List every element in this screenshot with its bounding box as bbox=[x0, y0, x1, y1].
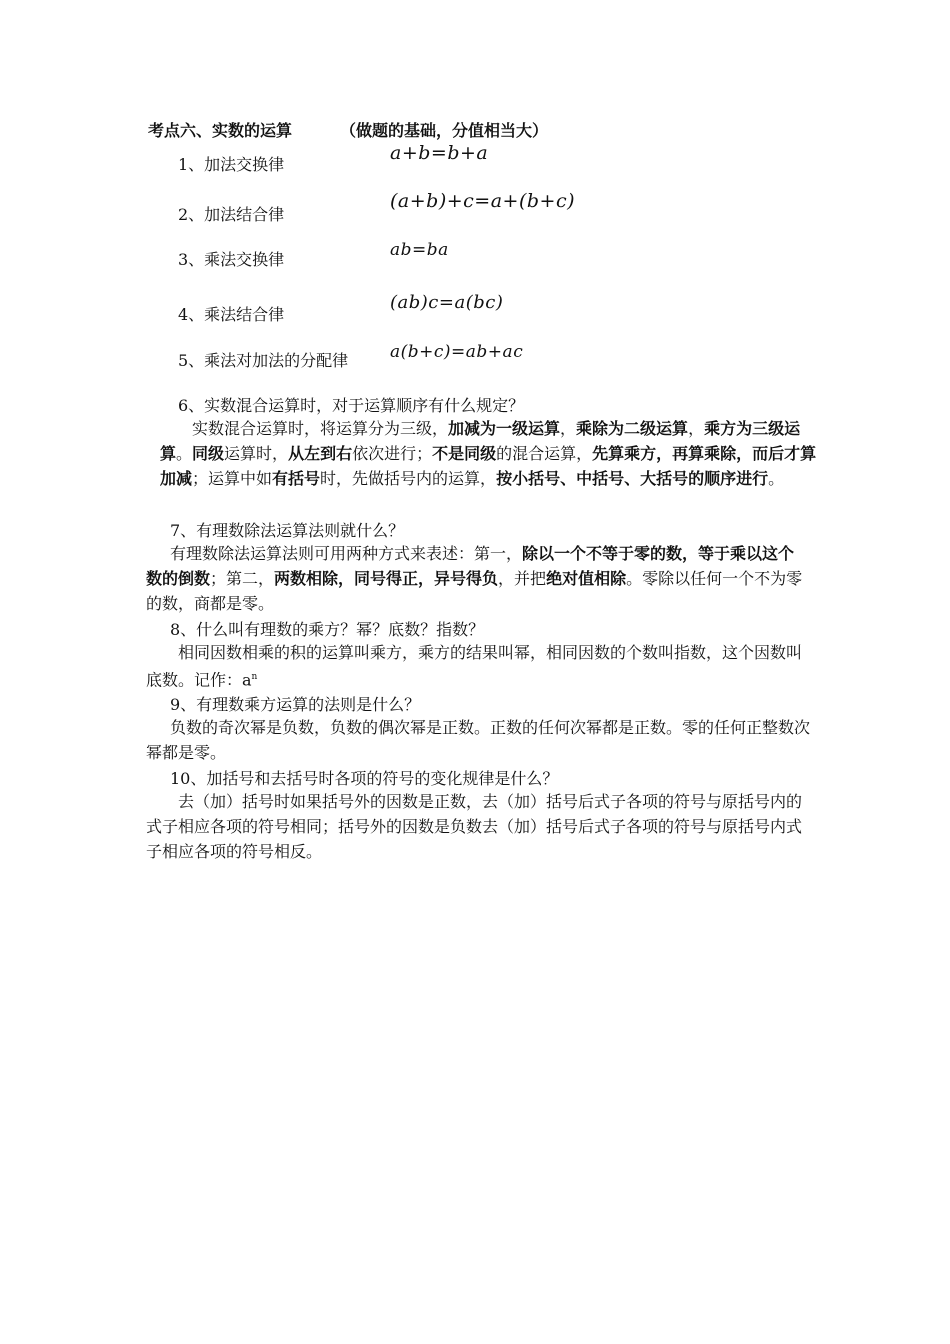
question-10: 10、加括号和去括号时各项的符号的变化规律是什么？ bbox=[170, 769, 559, 788]
answer-10: 去（加）括号时如果括号外的因数是正数，去（加）括号后式子各项的符号与原括号内的式子相应各项的符号相同；括号外的因数是负数去（加）括号后式子各项的符号与原括号内式子相应各项的符号相反。 bbox=[146, 792, 803, 861]
law-formula-4: (ab)c=a(bc) bbox=[390, 292, 504, 313]
law-formula-2: (a+b)+c=a+(b+c) bbox=[390, 190, 576, 212]
exponent-n: n bbox=[251, 672, 258, 682]
answer-7: 有理数除法运算法则可用两种方式来表述：第一，除以一个不等于零的数，等于乘以这个数的倒数；第二，两数相除，同号得正，异号得负，并把绝对值相除。零除以任何一个不为零的数，商都是零。 bbox=[146, 544, 803, 613]
answer-9: 负数的奇次幂是负数，负数的偶次幂是正数。正数的任何次幂都是正数。零的任何正整数次幂都是零。 bbox=[146, 718, 811, 762]
answer-6: 实数混合运算时，将运算分为三级，加减为一级运算，乘除为二级运算，乘方为三级运算。同级运算时，从左到右依次进行；不是同级的混合运算，先算乘方，再算乘除，而后才算加减；运算中如有括号时，先做括号内的运算，按小括号、中括号、大括号的顺序进行。 bbox=[160, 419, 817, 488]
law-formula-3: ab=ba bbox=[390, 240, 449, 260]
question-7: 7、有理数除法运算法则就什么？ bbox=[170, 521, 405, 540]
law-label-2: 2、加法结合律 bbox=[178, 205, 285, 224]
law-formula-1: a+b=b+a bbox=[390, 142, 489, 164]
section-title bbox=[148, 118, 548, 141]
question-8: 8、什么叫有理数的乘方？幂？底数？指数？ bbox=[170, 620, 485, 639]
law-label-5: 5、乘法对加法的分配律 bbox=[178, 351, 349, 370]
answer-8: 相同因数相乘的积的运算叫乘方，乘方的结果叫幂，相同因数的个数叫指数，这个因数叫底数。记作：$a^n$ bbox=[146, 643, 803, 690]
law-label-1: 1、加法交换律 bbox=[178, 155, 285, 174]
law-label-3: 3、乘法交换律 bbox=[178, 250, 285, 269]
title-note: （做题的基础，分值相当大） bbox=[340, 121, 549, 140]
question-9: 9、有理数乘方运算的法则是什么？ bbox=[170, 695, 421, 714]
question-6: 6、实数混合运算时，对于运算顺序有什么规定？ bbox=[178, 396, 525, 415]
title-text: 考点六、实数的运算 bbox=[148, 121, 293, 140]
law-formula-5: a(b+c)=ab+ac bbox=[390, 342, 524, 362]
law-label-4: 4、乘法结合律 bbox=[178, 305, 285, 324]
